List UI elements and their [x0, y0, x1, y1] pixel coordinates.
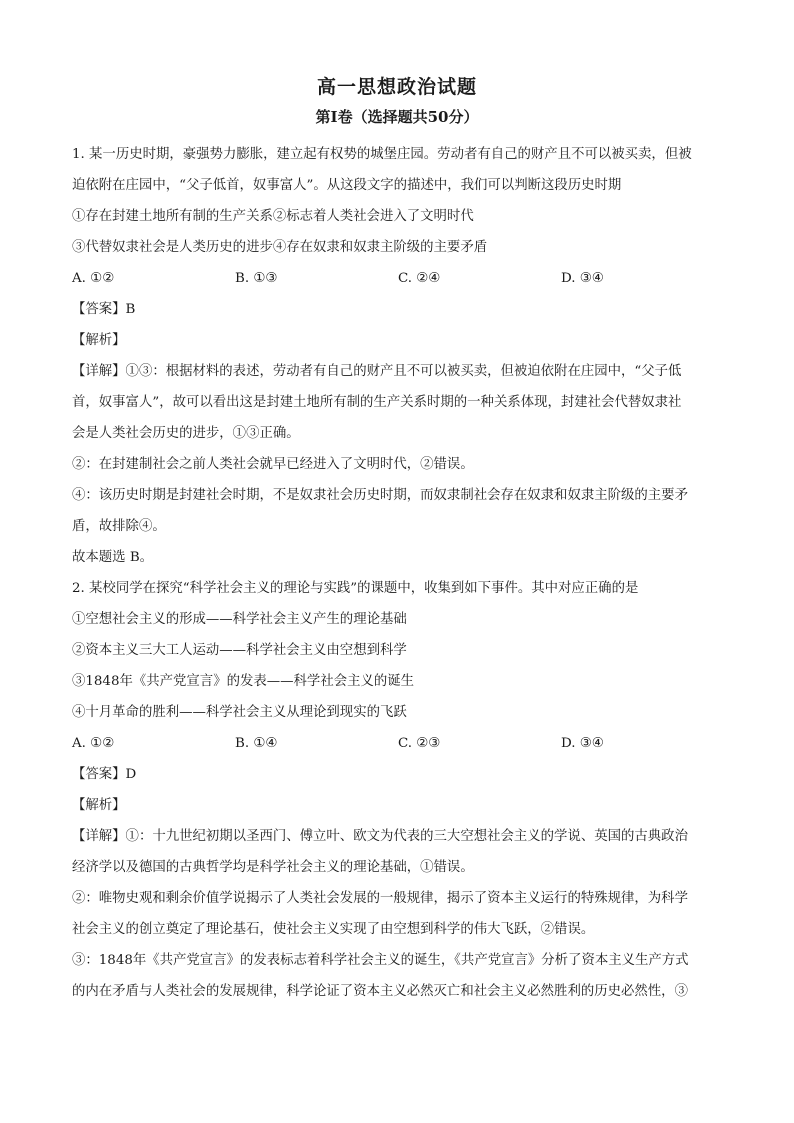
question-1	[72, 139, 728, 573]
page-content	[72, 139, 728, 1007]
question-2	[72, 573, 728, 1007]
question-2-option-b: B. ①④	[235, 736, 278, 751]
question-1-answer: 【答案】B	[72, 302, 136, 317]
question-1-statement-1: ①存在封建土地所有制的生产关系②标志着人类社会进入了文明时代	[72, 209, 474, 224]
question-2-detail-line-5: ③：1848年《共产党宣言》的发表标志着科学社会主义的诞生，《共产党宣言》分析了资本主义生产方式	[72, 953, 689, 968]
question-2-detail-line-6: 的内在矛盾与人类社会的发展规律，科学论证了资本主义必然灭亡和社会主义必然胜利的历史必然性，③	[72, 984, 688, 999]
question-1-option-d: D. ③④	[561, 271, 604, 286]
question-2-detail-line-2: 经济学以及德国的古典哲学均是科学社会主义的理论基础，①错误。	[72, 860, 474, 875]
question-1-detail-line-1: 【详解】①③：根据材料的表述，劳动者有自己的财产且不可以被买卖，但被迫依附在庄园中，“父子低	[72, 364, 682, 379]
question-1-stem-line-2: 迫依附在庄园中，“父子低首，奴事富人”。从这段文字的描述中，我们可以判断这段历史时期	[72, 178, 622, 193]
question-2-option-a: A. ①②	[72, 736, 115, 751]
question-1-conclusion: 故本题选 B。	[72, 550, 154, 565]
question-2-statement-1: ①空想社会主义的形成——科学社会主义产生的理论基础	[72, 612, 407, 627]
question-2-statement-4: ④十月革命的胜利——科学社会主义从理论到现实的飞跃	[72, 705, 407, 720]
question-1-option-c: C. ②④	[398, 271, 441, 286]
section-subtitle: 第Ⅰ卷（选择题共50分）	[315, 108, 479, 126]
question-2-stem-line-1: 2. 某校同学在探究“科学社会主义的理论与实践”的课题中，收集到如下事件。其中对应正确的是	[72, 581, 639, 596]
question-2-option-c: C. ②③	[398, 736, 441, 751]
question-1-options	[72, 263, 728, 294]
question-1-stem-line-1: 1. 某一历史时期，豪强势力膨胀，建立起有权势的城堡庄园。劳动者有自己的财产且不可以被买卖，但被	[72, 147, 692, 162]
question-2-answer: 【答案】D	[72, 767, 137, 782]
question-1-detail-line-5: ④：该历史时期是封建社会时期，不是奴隶社会历史时期，而奴隶制社会存在奴隶和奴隶主阶级的主要矛	[72, 488, 688, 503]
question-1-option-b: B. ①③	[235, 271, 278, 286]
question-2-detail-line-3: ②：唯物史观和剩余价值学说揭示了人类社会发展的一般规律，揭示了资本主义运行的特殊规律，为科学	[72, 891, 688, 906]
question-2-detail-line-4: 社会主义的创立奠定了理论基石，使社会主义实现了由空想到科学的伟大飞跃，②错误。	[72, 922, 595, 937]
question-2-options	[72, 728, 728, 759]
question-1-detail-line-2: 首，奴事富人”，故可以看出这是封建土地所有制的生产关系时期的一种关系体现，封建社会代替奴隶社	[72, 395, 682, 410]
question-1-statement-2: ③代替奴隶社会是人类历史的进步④存在奴隶和奴隶主阶级的主要矛盾	[72, 240, 488, 255]
question-2-analysis-label: 【解析】	[72, 798, 126, 813]
question-2-option-d: D. ③④	[561, 736, 604, 751]
question-1-option-a: A. ①②	[72, 271, 115, 286]
question-2-detail-line-1: 【详解】①：十九世纪初期以圣西门、傅立叶、欧文为代表的三大空想社会主义的学说、英国的古典政治	[72, 829, 688, 844]
page-title: 高一思想政治试题	[316, 76, 477, 98]
question-1-analysis-label: 【解析】	[72, 333, 126, 348]
question-2-statement-3: ③1848年《共产党宣言》的发表——科学社会主义的诞生	[72, 674, 415, 689]
question-1-detail-line-6: 盾，故排除④。	[72, 519, 166, 534]
question-1-detail-line-4: ②：在封建制社会之前人类社会就早已经进入了文明时代，②错误。	[72, 457, 474, 472]
question-2-statement-2: ②资本主义三大工人运动——科学社会主义由空想到科学	[72, 643, 407, 658]
question-1-detail-line-3: 会是人类社会历史的进步，①③正确。	[72, 426, 300, 441]
